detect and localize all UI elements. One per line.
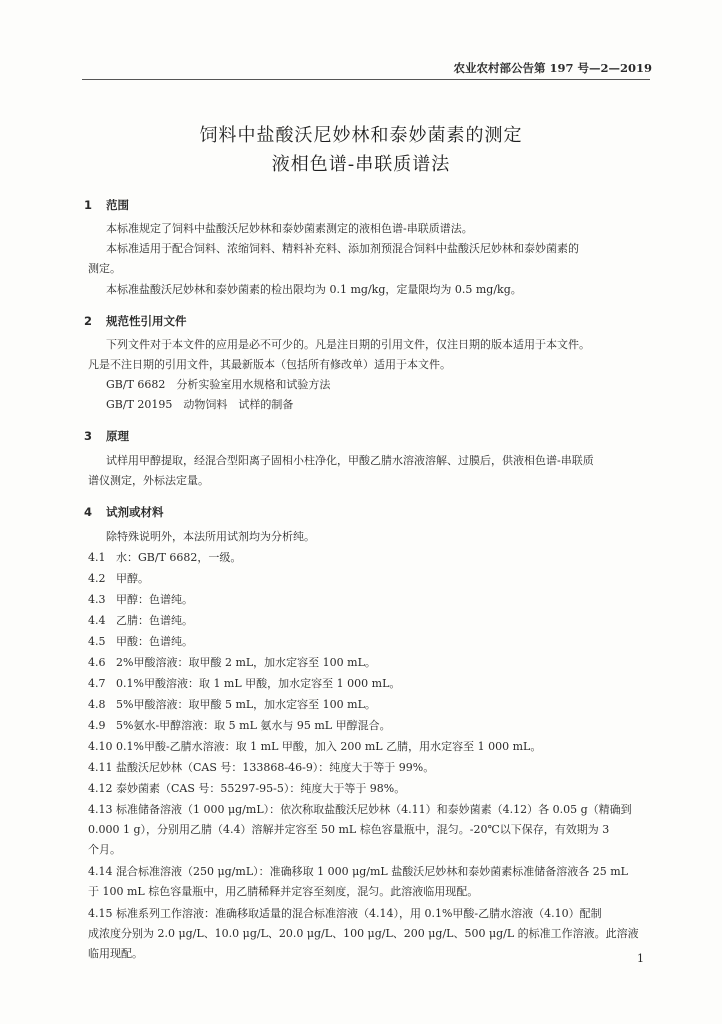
- paragraph: 本标准盐酸沃尼妙林和泰妙菌素的检出限均为 0.1 mg/kg，定量限均为 0.5 mg/kg。: [106, 283, 522, 296]
- paragraph: 除特殊说明外，本法所用试剂均为分析纯。: [106, 530, 315, 543]
- list-item: [88, 548, 652, 568]
- paragraph: 本标准规定了饲料中盐酸沃尼妙林和泰妙菌素测定的液相色谱-串联质谱法。: [106, 222, 473, 235]
- item-number: 4.6: [88, 656, 106, 669]
- document-subtitle: 液相色谱-串联质谱法: [271, 154, 451, 175]
- item-text: 5%氨水-甲醇溶液：取 5 mL 氨水与 95 mL 甲醇混合。: [116, 719, 391, 732]
- item-text: 甲酸：色谱纯。: [116, 635, 193, 648]
- item-text: 标准储备溶液（1 000 μg/mL）：依次称取盐酸沃尼妙林（4.11）和泰妙菌素（4.12）各 0.05 g（精确到: [116, 803, 632, 816]
- header-rule: [82, 79, 650, 80]
- list-item: [88, 779, 652, 799]
- list-item: [88, 800, 652, 820]
- list-item: [88, 716, 652, 736]
- list-item: [88, 590, 652, 610]
- section-number: 3: [84, 429, 93, 443]
- section-heading-scope: [84, 197, 129, 213]
- paragraph: 试样用甲醇提取，经混合型阳离子固相小柱净化，甲酸乙腈水溶液溶解、过膜后，供液相色谱-串联质: [106, 454, 594, 467]
- item-number: 4.4: [88, 614, 106, 627]
- item-number: 4.8: [88, 698, 106, 711]
- item-number: 4.11: [88, 761, 113, 774]
- item-text: 乙腈：色谱纯。: [116, 614, 193, 627]
- item-text: 混合标准溶液（250 μg/mL）：准确移取 1 000 μg/mL 盐酸沃尼妙林和泰妙菌素标准储备溶液各 25 mL: [116, 865, 628, 878]
- item-text: 0.1%甲酸溶液：取 1 mL 甲酸，加水定容至 1 000 mL。: [116, 677, 401, 690]
- paragraph: 测定。: [88, 262, 121, 275]
- list-item-continuation: 0.000 1 g），分别用乙腈（4.4）溶解并定容至 50 mL 棕色容量瓶中，混匀。-20℃以下保存，有效期为 3: [88, 823, 610, 836]
- list-item: [88, 758, 652, 778]
- paragraph: 本标准适用于配合饲料、浓缩饲料、精料补充料、添加剂预混合饲料中盐酸沃尼妙林和泰妙菌素的: [106, 242, 579, 255]
- item-text: 2%甲酸溶液：取甲酸 2 mL，加水定容至 100 mL。: [116, 656, 376, 669]
- item-number: 4.3: [88, 593, 106, 606]
- item-text: 泰妙菌素（CAS 号：55297-95-5）：纯度大于等于 98%。: [116, 782, 406, 795]
- item-number: 4.15: [88, 907, 113, 920]
- item-number: 4.2: [88, 572, 106, 585]
- list-item-continuation: 个月。: [88, 843, 121, 856]
- document-title: 饲料中盐酸沃尼妙林和泰妙菌素的测定: [199, 125, 523, 146]
- section-heading-references: [84, 313, 187, 329]
- paragraph: 凡是不注日期的引用文件，其最新版本（包括所有修改单）适用于本文件。: [88, 358, 451, 371]
- item-number: 4.12: [88, 782, 113, 795]
- list-item: [88, 674, 652, 694]
- list-item: [88, 904, 652, 924]
- section-heading-principle: [84, 428, 129, 444]
- item-text: 盐酸沃尼妙林（CAS 号：133868-46-9）：纯度大于等于 99%。: [116, 761, 435, 774]
- list-item-continuation: 成浓度分别为 2.0 μg/L、10.0 μg/L、20.0 μg/L、100 μg/L、200 μg/L、500 μg/L 的标准工作溶液。此溶液: [88, 927, 639, 940]
- item-text: 5%甲酸溶液：取甲酸 5 mL，加水定容至 100 mL。: [116, 698, 376, 711]
- reference-item: GB/T 20195 动物饲料 试样的制备: [106, 398, 294, 411]
- section-number: 2: [84, 314, 93, 328]
- list-item-continuation: 于 100 mL 棕色容量瓶中，用乙腈稀释并定容至刻度，混匀。此溶液临用现配。: [88, 885, 479, 898]
- list-item: [88, 653, 652, 673]
- section-title: 范围: [106, 198, 129, 212]
- section-title: 试剂或材料: [106, 505, 164, 519]
- list-item: [88, 737, 652, 757]
- list-item: [88, 632, 652, 652]
- list-item: [88, 862, 652, 882]
- list-item-continuation: 临用现配。: [88, 947, 143, 960]
- item-text: 0.1%甲酸-乙腈水溶液：取 1 mL 甲酸，加入 200 mL 乙腈，用水定容至 1 000 mL。: [116, 740, 542, 753]
- section-heading-reagents: [84, 504, 164, 520]
- section-title: 原理: [106, 429, 129, 443]
- item-number: 4.1: [88, 551, 106, 564]
- item-text: 甲醇。: [116, 572, 149, 585]
- item-text: 甲醇：色谱纯。: [116, 593, 193, 606]
- item-text: 标准系列工作溶液：准确移取适量的混合标准溶液（4.14），用 0.1%甲酸-乙腈水溶液（4.10）配制: [116, 907, 602, 920]
- standard-code: 农业农村部公告第 197 号—2—2019: [453, 61, 652, 75]
- item-number: 4.5: [88, 635, 106, 648]
- item-number: 4.13: [88, 803, 113, 816]
- section-number: 1: [84, 198, 93, 212]
- item-text: 水：GB/T 6682，一级。: [116, 551, 242, 564]
- section-number: 4: [84, 505, 93, 519]
- paragraph: 下列文件对于本文件的应用是必不可少的。凡是注日期的引用文件，仅注日期的版本适用于本文件。: [106, 338, 590, 351]
- item-number: 4.9: [88, 719, 106, 732]
- page-number: 1: [637, 952, 644, 965]
- reference-item: GB/T 6682 分析实验室用水规格和试验方法: [106, 378, 331, 391]
- item-number: 4.14: [88, 865, 113, 878]
- paragraph: 谱仪测定，外标法定量。: [88, 474, 209, 487]
- list-item: [88, 611, 652, 631]
- item-number: 4.10: [88, 740, 113, 753]
- item-number: 4.7: [88, 677, 106, 690]
- section-title: 规范性引用文件: [106, 314, 187, 328]
- list-item: [88, 569, 652, 589]
- list-item: [88, 695, 652, 715]
